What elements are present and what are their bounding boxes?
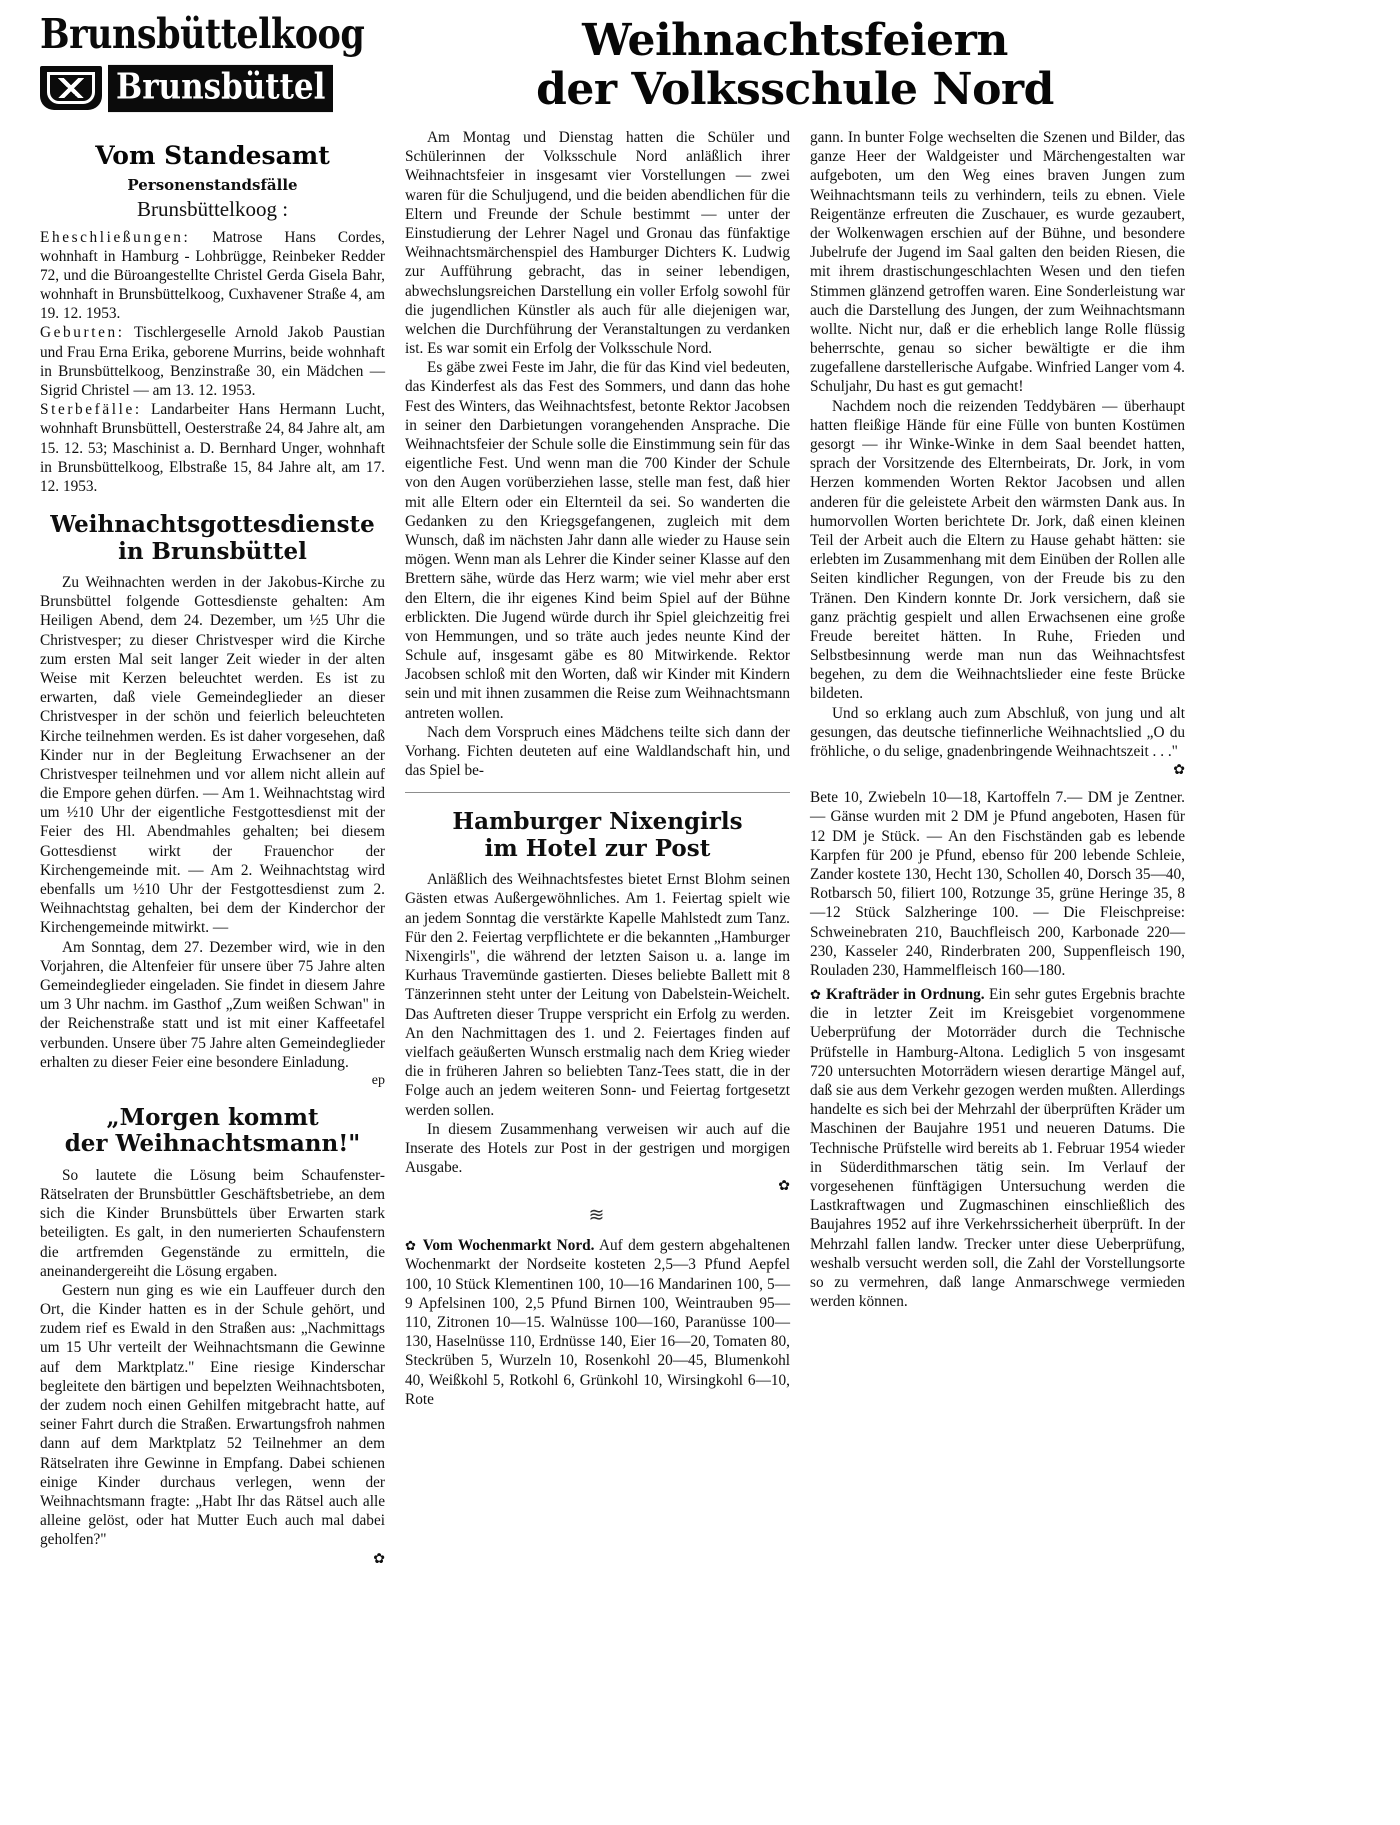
column-center xyxy=(405,128,790,1409)
article-paragraph-cont: gann. In bunter Folge wechselten die Szenen und Bilder, das ganze Heer der Waldgeister und Märchengestalten war aufgeboten, um den Weg eines braven Jungen zum Weihnachtsmann teils zu verhindern, teils zu ebnen. Viele Reigentänze erfreuten die Zuschauer, es wurde gezaubert, der Wolkenwagen erschien auf der Bühne, und besondere Jubelrufe der Jugend im Saal galten den beiden Riesen, die mit ihrem drastischungeschlachten Wesen und den tiefen Stimmen glänzend getroffen waren. Eine Sonderleistung war auch die Darstellung des Jungen, der zum Weihnachtsmann wollte. Nicht nur, daß er die erheblich lange Rolle flüssig beherrschte, genau so sicher bewältigte er die ihm zugefallene darstellerische Aufgabe. Winfried Langer vom 4. Schuljahr, Du hast es gut gemacht! xyxy=(810,129,1185,396)
nixengirls-paragraph: Anläßlich des Weihnachtsfestes bietet Ernst Blohm seinen Gästen etwas Außergewöhnliches. Am 1. Feiertag spielt wie an jedem Sonntag die verstärkte Kapelle Mahlstedt zum Tanz. Für den 2. Feiertag verpflichtete er die bekannten „Hamburger Nixengirls", die während der letzten Saison u. a. lange im Kurhaus Travemünde gastierten. Dieses beliebte Ballett mit 8 Tänzerinnen steht unter der Leitung von Dabelstein-Weichelt. Das Auftreten dieser Truppe verspricht ein Erfolg zu werden. An den Nachmittagen des 1. und 2. Feiertages finden auf vielfach geäußerten Wunsch erstmalig nach dem Krieg wieder die in früheren Jahren so beliebten Tanz-Tees statt, die in der Folge auch an jedem weiteren Sonn- und Feiertag fortgesetzt werden sollen. xyxy=(405,871,790,1119)
gottesdienste-paragraph: Am Sonntag, dem 27. Dezember wird, wie in den Vorjahren, die Altenfeier für unsere über 75 Jahre alten Gemeindeglieder eingeladen. Sie findet in diesem Jahre um 3 Uhr nachm. im Gasthof „Zum weißen Schwan" in der Reichenstraße statt und ist mit einer Kaffeetafel verbunden. Unsere über 75 Jahre alten Gemeindeglieder erhalten zu dieser Feier eine besondere Einladung. xyxy=(40,938,385,1071)
entry-text-sterbefaelle: Landarbeiter Hans Hermann Lucht, wohnhaft Brunsbüttell, Oesterstraße 24, 84 Jahre alt, am 15. 12. 53; Maschinist a. D. Bernhard Unger, wohnhaft in Brunsbüttelkoog, Elbstraße 15, 84 Jahre alt, am 17. 12. 1953. xyxy=(40,401,385,495)
section-title-gottesdienste xyxy=(40,512,385,565)
entry-text-geburten: Tischlergeselle Arnold Jakob Paustian und Frau Erna Erika, geborene Murrins, beide wohnhaft in Brunsbüttelkoog, Benzinstraße 30, ein Mädchen — Sigrid Christel — am 13. 12. 1953. xyxy=(40,324,385,399)
wochenmarkt-item xyxy=(405,1236,790,1409)
snowflake-icon: ✿ xyxy=(810,987,822,1003)
gottesdienste-signature: ep xyxy=(371,1072,385,1088)
wochenmarkt-label: Vom Wochenmarkt Nord. xyxy=(422,1237,595,1255)
weihnachtsmann-paragraph: So lautete die Lösung beim Schaufenster-Rätselraten der Brunsbüttler Geschäftsbetriebe, an dem sich die Kinder Brunsbüttels über Erwarten stark beteiligten. Es galt, in den numerierten Schaufenstern die artfremden Gegenstände zu ermitteln, die aneinandergereiht die Lösung ergaben. xyxy=(40,1166,385,1280)
spacer xyxy=(810,779,1185,788)
standesamt-entry xyxy=(40,228,385,324)
masthead xyxy=(40,10,400,124)
kraftraeder-label: Krafträder in Ordnung. xyxy=(825,986,985,1004)
divider xyxy=(405,792,790,793)
kraftraeder-text: Ein sehr gutes Ergebnis brachte die in letzter Zeit im Kreisgebiet vorgenommene Ueberprüfung der Motorräder durch die Technische Prüfstelle in Hamburg-Altona. Lediglich 5 von insgesamt 720 untersuchten Motorrädern wiesen derartige Mängel auf, daß sie aus dem Verkehr gezogen werden mußten. Allerdings handelte es sich bei der Mehrzahl der überprüften Kräder um Maschinen der Baujahre 1951 und neueren Datums. Die Technische Prüfstelle wird bereits ab 1. Februar 1954 wieder in Süderdithmarschen tätig sein. Im Verlauf der vorgesehenen fünftägigen Untersuchung werden die Lastkraftwagen und Zugmaschinen einschließlich des Baujahres 1952 auf ihre Verkehrssicherheit überprüft. In der Mehrzahl fallen landw. Trecker unter diese Ueberprüfung, weshalb versucht werden soll, die Zahl der Vorstellungsorte so zu vermehren, daß lange Anmarschwege vermieden werden können. xyxy=(810,986,1185,1311)
entry-label-sterbefaelle: Sterbefälle: xyxy=(40,401,142,419)
masthead-title-brunsbuettel: Brunsbüttel xyxy=(108,64,333,111)
nixengirls-paragraph: In diesem Zusammenhang verweisen wir auch auf die Inserate des Hotels zur Post in der gestrigen und morgigen Ausgabe. xyxy=(405,1120,790,1177)
subtitle-personenstandsfaelle: Personenstandsfälle xyxy=(127,175,298,194)
article-paragraph-cont: Und so erklang auch zum Abschluß, von jung und alt gesungen, das deutsche tiefinnerliche Weihnachtslied „O du fröhliche, o du selige, gnadenbringende Weihnachtszeit . . ." xyxy=(810,704,1185,760)
page-title xyxy=(405,16,1185,115)
nixengirls-endmark: ✿ xyxy=(778,1179,790,1195)
headline-line-2: der Volksschule Nord xyxy=(536,64,1054,116)
nixengirls-line-1: Hamburger Nixengirls xyxy=(452,808,743,836)
masthead-title-koog: Brunsbüttelkoog xyxy=(40,10,365,59)
entry-label-geburten: Geburten: xyxy=(40,324,125,342)
weihnachtsmann-line-1: „Morgen kommt xyxy=(106,1103,319,1131)
gottesdienste-line-2: in Brunsbüttel xyxy=(118,537,307,565)
place-brunsbuettelkoog: Brunsbüttelkoog : xyxy=(136,196,289,221)
section-title-standesamt: Vom Standesamt xyxy=(95,141,330,170)
article-paragraph: Am Montag und Dienstag hatten die Schüler und Schülerinnen der Volksschule Nord anläßlich ihrer Weihnachtsfeier in insgesamt vier Vorstellungen — zwei waren für die Schuljugend, und die beiden abendlichen für die Eltern und Freunde der Schule bestimmt — unter der Einstudierung der Lehrer Nagel und Gronau das fünfaktige Weihnachtsmärchenspiel des Hamburger Dichters K. Ludwig zur Aufführung gebracht, das in seiner lebendigen, abwechslungsreichen Darstellung ein voller Erfolg sowohl für die jugendlichen Künstler als auch für alle diejenigen war, welchen die Durchführung der Veranstaltungen zu verdanken ist. Es war somit ein Erfolg der Volksschule Nord. xyxy=(405,129,790,358)
weihnachtsmann-endmark: ✿ xyxy=(373,1551,385,1567)
article-paragraph: Es gäbe zwei Feste im Jahr, die für das Kind viel bedeuten, das Kinderfest als das Fest des Sommers, und dann das hohe Fest des Winters, das Weihnachtsfest, betonte Rektor Jacobsen in seiner den Darbietungen vorangehenden Ansprache. Die Weihnachtsfeier der Schule solle die Einstimmung sein für das eigentliche Fest. Und wenn man die 700 Kinder der Schule von den Augen vorüberziehen lasse, stelle man fest, daß hier mit alle Eltern oder ein Elternteil da sei. So wanderten die Gedanken zu den Kriegsgefangenen, zugleich mit dem Wunsch, daß im nächsten Jahr dann alle wieder zu Hause sein mögen. Wenn man als Lehrer die Kinder seiner Klasse auf den Brettern sähe, würde das Herz warm; wie viel mehr aber erst den Eltern, die ihr eigenes Kind beim Spiel auf der Bühne erblickten. Die Jugend würde durch ihr Spiel gleichzeitig frei von Hemmungen, und so träte auch jedes neunte Kind der Schule auf, insgesamt gäbe es 80 Mitwirkende. Rektor Jacobsen schloß mit den Worten, daß wir Kinder mit Kindern sein und mit ihnen zusammen die Reise zum Weihnachtsmann antreten wollen. xyxy=(405,359,790,722)
gottesdienste-paragraph: Zu Weihnachten werden in der Jakobus-Kirche zu Brunsbüttel folgende Gottesdienste gehalten: Am Heiligen Abend, dem 24. Dezember, um ½5 Uhr die Christvesper; zu dieser Christvesper wird die Kirche zum ersten Mal seit langer Zeit wieder in der alten Weise mit Kerzen beleuchtet werden. Es ist zu erwarten, daß viele Gemeindeglieder an dieser Christvesper in der schön und feierlich beleuchteten Kirche teilnehmen werden. Es ist daher vorgesehen, daß Kinder nur in der Begleitung Erwachsener an der Christvesper teilnehmen und vor allem nicht allein auf die Empore gehen dürfen. — Am 1. Weihnachtstag wird um ½10 Uhr der eigentliche Festgottesdienst mit der Feier des Hl. Abendmahles gehalten; bei diesem Gottesdienst wirkt der Frauenchor der Kirchengemeinde mit. — Am 2. Weihnachtstag wird ebenfalls um ½10 Uhr der Festgottesdienst zum 2. Weihnachtstag gehalten, bei dem der Kinderchor der Kirchengemeinde mitwirkt. — xyxy=(40,574,385,937)
section-title-nixengirls xyxy=(405,809,790,862)
entry-text-eheschliessungen: Matrose Hans Cordes, wohnhaft in Hamburg - Lohbrügge, Reinbeker Redder 72, und die Büroangestellte Christel Gerda Gisela Bahr, wohnhaft in Brunsbüttelkoog, Cuxhavener Straße 4, am 19. 12. 1953. xyxy=(40,228,385,323)
wochenmarkt-continuation: Bete 10, Zwiebeln 10—18, Kartoffeln 7.— DM je Zentner. — Gänse wurden mit 2 DM je Pfund angeboten, Hasen für 12 DM je Stück. — An den Fischständen gab es lebende Karpfen für 200 je Pfund, ebenso für 200 lebende Schleie, Zander kostete 130, Hecht 130, Schollen 40, Dorsch 35—40, Rotbarsch 50, filiert 100, Rotzunge 35, grüne Heringe 35, 8—12 Stück Salzheringe 100. — Die Fleischpreise: Schweinebraten 210, Bauchfleisch 200, Karbonade 220—230, Kasseler 240, Rinderbraten 200, Suppenfleisch 190, Rouladen 230, Hammelfleisch 160—180. xyxy=(810,789,1185,979)
column-left xyxy=(40,128,385,1568)
wochenmarkt-text: Auf dem gestern abgehaltenen Wochenmarkt der Nordseite kosteten 2,5—3 Pfund Aepfel 100, 10 Stück Klementinen 100, 10—16 Mandarinen 100, 5—9 Apfelsinen 100, 2,5 Pfund Birnen 100, Weintrauben 95—110, Zitronen 10—15. Walnüsse 100—160, Paranüsse 100—130, Haselnüsse 110, Erdnüsse 140, Eier 16—20, Tomaten 80, Steckrüben 5, Wurzeln 10, Rosenkohl 20—45, Blumenkohl 40, Weißkohl 5, Rotkohl 6, Grünkohl 10, Wirsingkohl 6—10, Rote xyxy=(405,1237,790,1408)
section-title-weihnachtsmann xyxy=(40,1105,385,1158)
weihnachtsmann-paragraph: Gestern nun ging es wie ein Lauffeuer durch den Ort, die Kinder hatten es in der Schule gehört, und zudem rief es Ewald in den Straßen aus: „Nachmittags um 15 Uhr verteilt der Weihnachtsmann die Gewinne auf dem Marktplatz." Eine riesige Kinderschar begleitete den bärtigen und bepelzten Weihnachtsboten, der zudem noch einen Gehilfen mitgebracht hatte, auf seiner Fahrt durch die Straßen. Erwartungsfroh nahmen dann auf dem Marktplatz 52 Teilnehmer an dem Rätselraten ihre Gewinne in Empfang. Dabei schienen einige Kinder durchaus verlegen, wenn der Weihnachtsmann fragte: „Habt Ihr das Rätsel auch alle alleine gelöst, oder hat Mutter Euch auch mal dabei geholfen?" xyxy=(40,1281,385,1549)
kraftraeder-item xyxy=(810,985,1185,1311)
masthead-logo-row xyxy=(40,66,400,110)
column-right xyxy=(810,128,1185,1311)
nixengirls-line-2: im Hotel zur Post xyxy=(484,834,711,862)
ornament-divider: ≋ xyxy=(588,1205,607,1227)
headline-line-1: Weihnachtsfeiern xyxy=(582,15,1008,66)
standesamt-entry xyxy=(40,323,385,400)
snowflake-icon: ✿ xyxy=(405,1238,418,1254)
article-paragraph-cont: Nachdem noch die reizenden Teddybären — überhaupt hatten fleißige Hände für eine Fülle von bunten Kostümen gesorgt — ihr Winke-Winke in dem Saal beendet hatten, sprach der Vorsitzende des Elternbeirats, Dr. Jork, in vom Herzen kommenden Worten Rektor Jacobsen und allen anderen für die geleistete Arbeit den wärmsten Dank aus. In humorvollen Worten berichtete Dr. Jork, daß einen kleinen Teil der Arbeit auch die Eltern zu Hause gehabt hätten: sie erlebten im Zusammenhang mit dem Einüben der Rollen alle Seiten kindlicher Regungen, von der Freude bis zu den Tränen. Den Kindern konnte Dr. Jork versichern, daß sie ganz prächtig gespielt und allen Erwachsenen eine große Freude bereitet hätten. In Ruhe, Frieden und Selbstbesinnung werde man nun das Weihnachtsfest begehen, zu dem die Weihnachtslieder eine feste Brücke bildeten. xyxy=(810,397,1185,703)
article-paragraph: Nach dem Vorspruch eines Mädchens teilte sich dann der Vorhang. Fichten deuteten auf eine Waldlandschaft hin, und das Spiel be- xyxy=(405,723,790,780)
article-endmark: ✿ xyxy=(1173,763,1185,779)
gottesdienste-line-1: Weihnachtsgottesdienste xyxy=(50,511,375,539)
entry-label-eheschliessungen: Eheschließungen: xyxy=(40,228,191,246)
coat-of-arms-icon xyxy=(40,66,102,110)
weihnachtsmann-line-2: der Weihnachtsmann!" xyxy=(64,1130,361,1158)
standesamt-entry xyxy=(40,400,385,496)
